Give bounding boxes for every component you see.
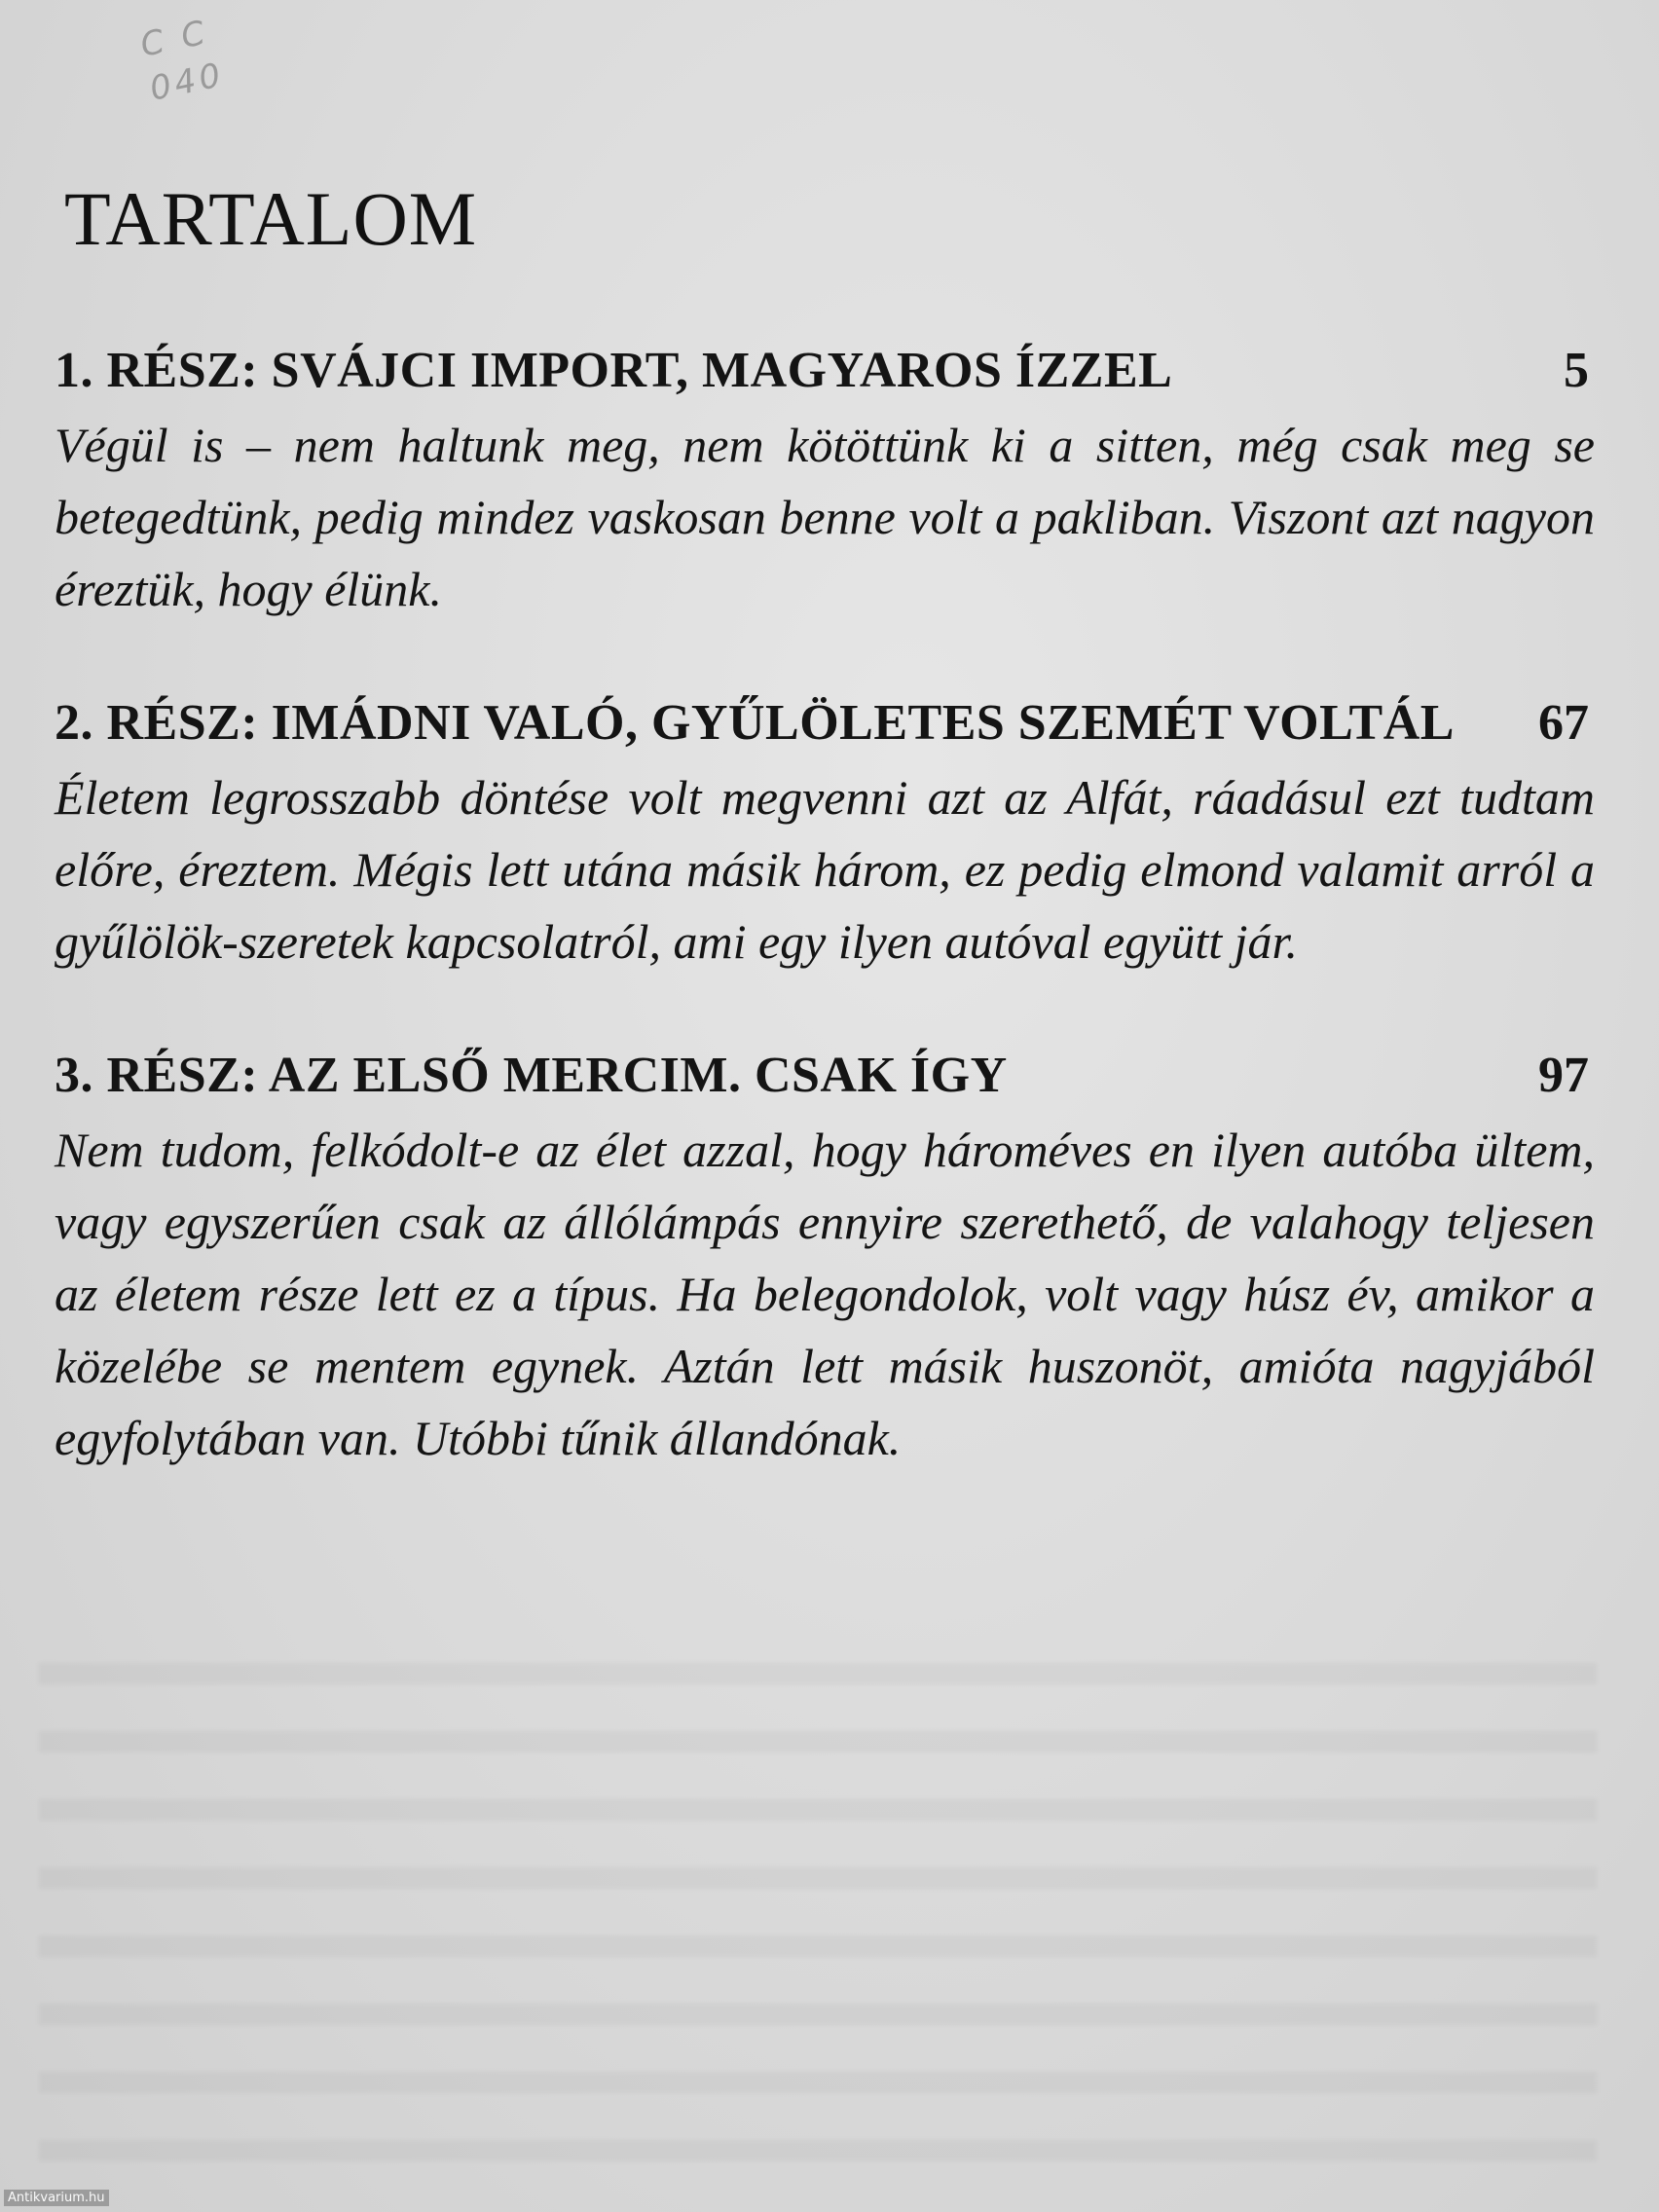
toc-entry-page-number: 97 [1538,1048,1589,1103]
toc-entry-description: Végül is – nem haltunk meg, nem kötöttünk ki a sitten, még csak meg se betegedtünk, pedig mindez vaskosan benne volt a pakliban. Viszont azt nagyon éreztük, hogy élünk. [55,418,1595,616]
toc-entry-header [55,1038,1595,1114]
toc-entry [55,685,1595,977]
toc-entry [55,1038,1595,1474]
toc-entry-description: Nem tudom, felkódolt-e az élet azzal, hogy hároméves en ilyen autóba ültem, vagy egyszerűen csak az állólámpás ennyire szerethető, de valahogy teljesen az életem része lett ez a típus. Ha belegondolok, volt vagy húsz év, amikor a közelébe se mentem egynek. Aztán lett másik huszonöt, amióta nagyjából egyfolytában van. Utóbbi tűnik állandónak. [55,1123,1595,1465]
toc-entry-heading: 2. RÉSZ: IMÁDNI VALÓ, GYŰLÖLETES SZEMÉT VOLTÁL [55,695,1455,751]
toc-entry-heading: 1. RÉSZ: SVÁJCI IMPORT, MAGYAROS ÍZZEL [55,343,1173,398]
toc-entry-page-number: 5 [1564,343,1589,398]
pencil-note: C C 040 [136,13,228,109]
toc-entry-header [55,333,1595,409]
toc-entry-page-number: 67 [1538,695,1589,751]
toc-entry-description: Életem legrosszabb döntése volt megvenni azt az Alfát, ráadásul ezt tudtam előre, éreztem. Mégis lett utána másik három, ez pedig elmond valamit arról a gyűlölök-szeretek kapcsolatról, ami egy ilyen autóval együtt jár. [55,770,1595,969]
bleed-through-text [39,1616,1597,2161]
toc-entry-header [55,685,1595,761]
watermark: Antikvarium.hu [4,2190,109,2206]
page-title: TARTALOM [64,176,478,261]
toc-entry [55,333,1595,625]
toc-entry-heading: 3. RÉSZ: AZ ELSŐ MERCIM. CSAK ÍGY [55,1048,1008,1103]
table-of-contents [55,333,1595,1534]
